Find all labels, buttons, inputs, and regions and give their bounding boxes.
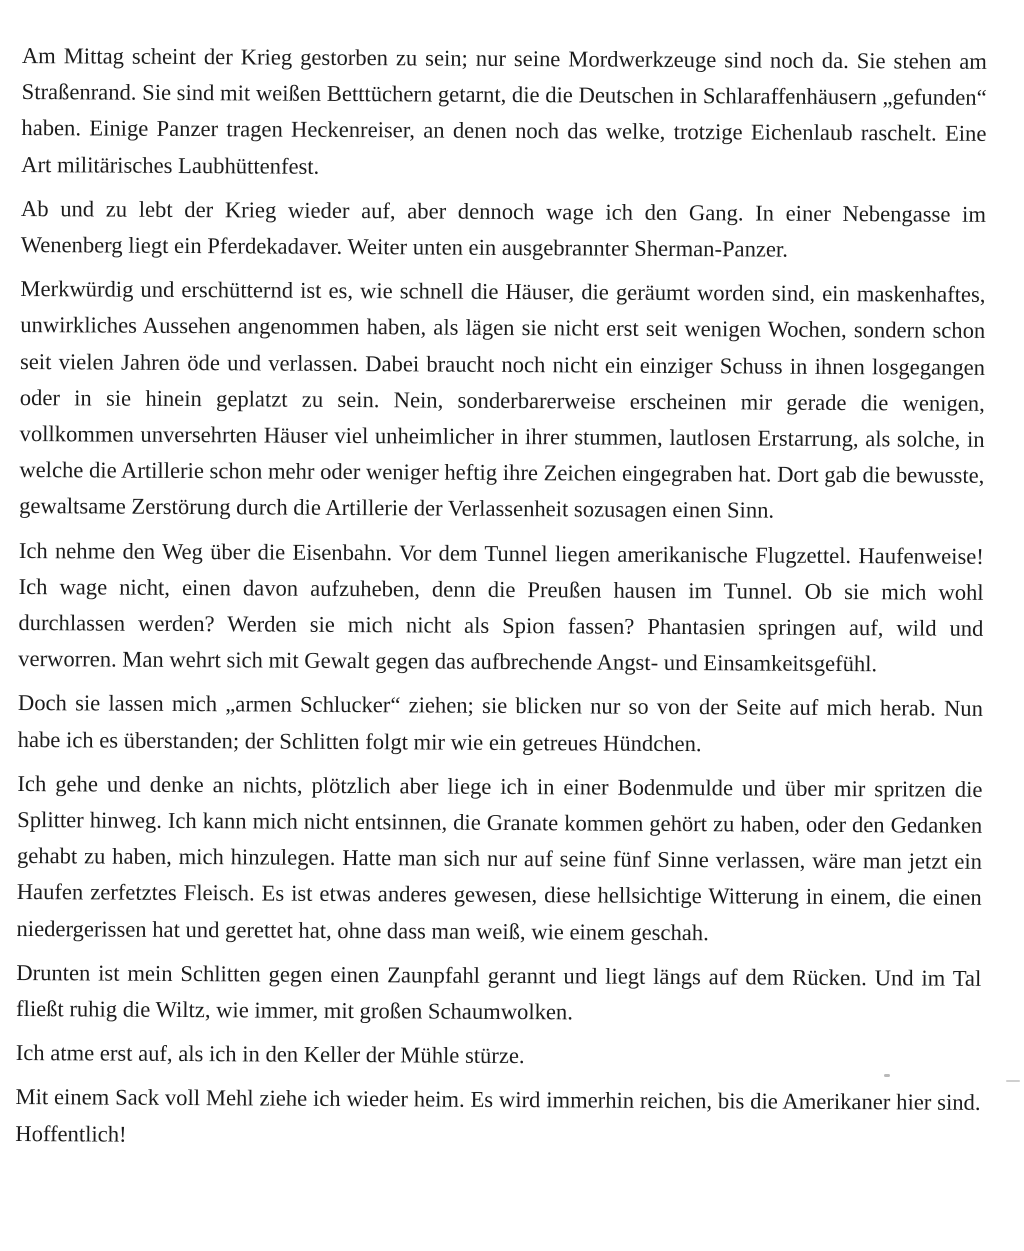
paragraph-5: Doch sie lassen mich „armen Schlucker“ ziehen; sie blicken nur so von der Seite auf mich herab. Nun habe ich es überstanden; der Schlitten folgt mir wie ein getreues Hündchen. <box>17 690 983 756</box>
scan-speck <box>1006 1080 1020 1082</box>
paragraph-1: Am Mittag scheint der Krieg gestorben zu sein; nur seine Mordwerkzeuge sind noch da. Sie stehen am Straßenrand. Sie sind mit weißen Betttüchern getarnt, die die Deutschen in Schlaraffenhäusern „gefunden“ haben. Einige Panzer tragen Heckenreiser, an denen noch das welke, trotzige Eichenlaub raschelt. Eine Art militärisches Laubhüttenfest. <box>21 42 987 179</box>
paragraph-3: Merkwürdig und erschütternd ist es, wie schnell die Häuser, die geräumt worden sind, ein maskenhaftes, unwirkliches Aussehen angenommen haben, als lägen sie nicht erst seit wenigen Wochen, sondern schon seit vielen Jahren öde und verlassen. Dabei braucht noch nicht ein einziger Schuss in ihnen losgegangen oder in sie hinein geplatzt zu sein. Nein, sonderbarerweise erscheinen mir gerade die wenigen, vollkommen unversehrten Häuser viel unheimlicher in ihrer stummen, lautlosen Erstarrung, als solche, in welche die Artillerie schon mehr oder weniger heftig ihre Zeichen eingegraben hat. Dort gab die bewusste, gewaltsame Zerstörung durch die Artillerie der Verlassenheit sozusagen einen Sinn. <box>19 276 986 524</box>
paragraph-2: Ab und zu lebt der Krieg wieder auf, aber dennoch wage ich den Gang. In einer Nebengasse im Wenenberg liegt ein Pferdekadaver. Weiter unten ein ausgebrannter Sherman-Panzer. <box>20 195 987 262</box>
paragraph-8: Ich atme erst auf, als ich in den Keller der Mühle stürze. <box>15 1040 525 1069</box>
paragraph-7: Drunten ist mein Schlitten gegen einen Zaunpfahl gerannt und liegt längs auf dem Rücken. Und im Tal fließt ruhig die Wiltz, wie immer, mit großen Schaumwolken. <box>15 959 982 1025</box>
paragraph-4: Ich nehme den Weg über die Eisenbahn. Vor dem Tunnel liegen amerikanische Flugzettel. Haufenweise! Ich wage nicht, einen davon aufzuheben, denn die Preußen hausen im Tunnel. Ob sie mich wohl durchlassen werden? Werden sie mich nicht als Spion fassen? Phantasien springen auf, wild und verworren. Man wehrt sich mit Gewalt gegen das aufbrechende Angst- und Einsamkeitsgefühl. <box>18 537 984 677</box>
scan-speck <box>884 1074 890 1077</box>
paragraph-9: Mit einem Sack voll Mehl ziehe ich wieder heim. Es wird immerhin reichen, bis die Amerikaner hier sind. Hoffentlich! <box>15 1084 981 1147</box>
document-page <box>15 38 987 1166</box>
paragraph-6: Ich gehe und denke an nichts, plötzlich aber liege ich in einer Bodenmulde und über mir spritzen die Splitter hinweg. Ich kann mich nicht entsinnen, die Granate kommen gehört zu haben, oder den Gedanken gehabt zu haben, mich hinzulegen. Hatte man sich nur auf seine fünf Sinne verlassen, wäre man jetzt ein Haufen zerfetztes Fleisch. Es ist etwas anderes gewesen, diese hellsichtige Witterung in einem, die einen niedergerissen hat und gerettet hat, ohne dass man weiß, wie einem geschah. <box>16 770 983 945</box>
